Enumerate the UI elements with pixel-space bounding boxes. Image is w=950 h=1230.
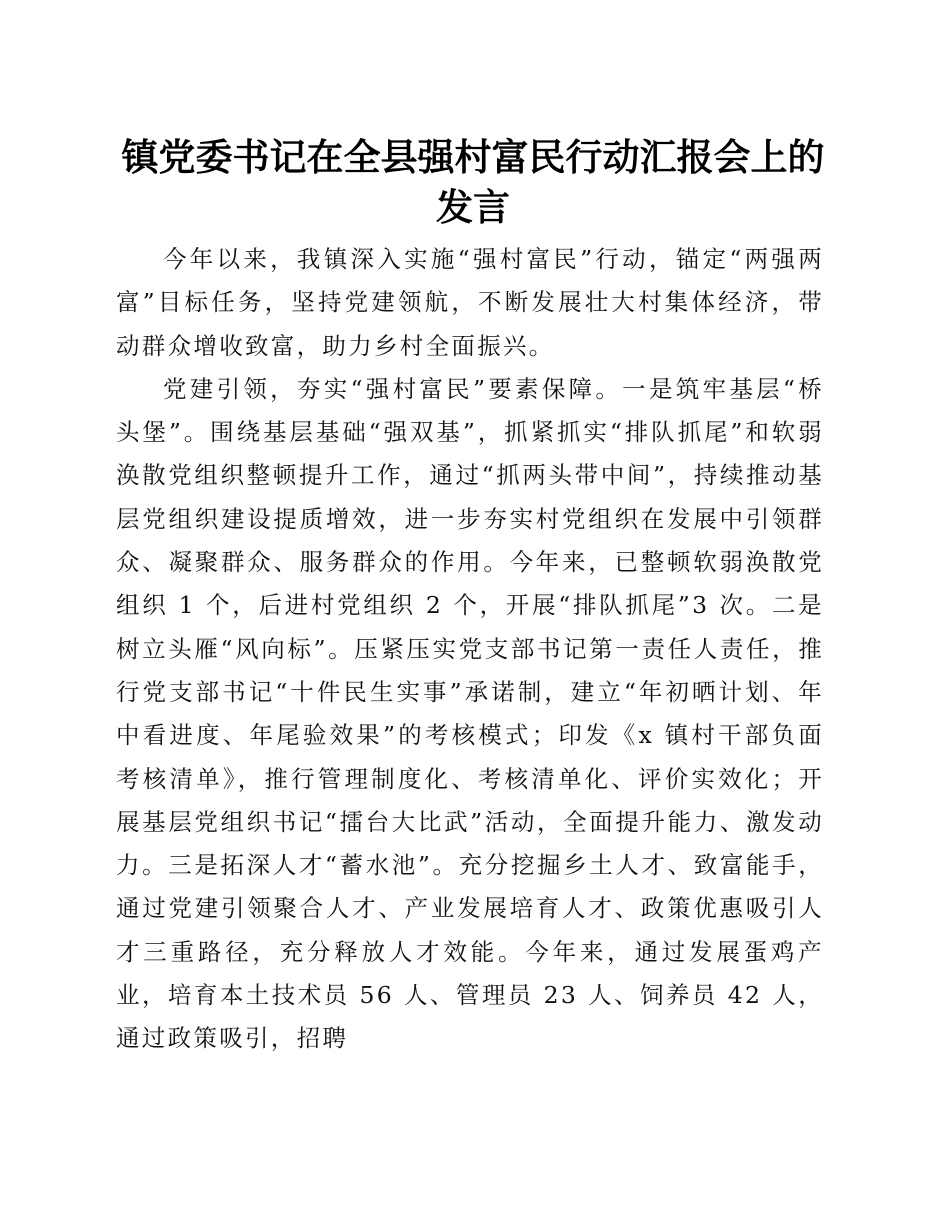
- document-title: 镇党委书记在全县强村富民行动汇报会上的发言: [121, 135, 825, 229]
- paragraph-party-building: 党建引领，夯实“强村富民”要素保障。一是筑牢基层“桥头堡”。围绕基层基础“强双基”，抓紧抓实“排队抓尾”和软弱涣散党组织整顿提升工作，通过“抓两头带中间”，持续推动基层党组织建设提质增效，进一步夯实村党组织在发展中引领群众、凝聚群众、服务群众的作用。今年来，已整顿软弱涣散党组织 1 个，后进村党组织 2 个，开展“排队抓尾”3 次。二是树立头雁“风向标”。压紧压实党支部书记第一责任人责任，推行党支部书记“十件民生实事”承诺制，建立“年初晒计划、年中看进度、年尾验效果”的考核模式；印发《x 镇村干部负面考核清单》，推行管理制度化、考核清单化、评价实效化；开展基层党组织书记“擂台大比武”活动，全面提升能力、激发动力。三是拓深人才“蓄水池”。充分挖掘乡土人才、致富能手，通过党建引领聚合人才、产业发展培育人才、政策优惠吸引人才三重路径，充分释放人才效能。今年来，通过发展蛋鸡产业，培育本土技术员 56 人、管理员 23 人、饲养员 42 人，通过政策吸引，招聘: [116, 374, 824, 1053]
- document-body: [116, 238, 824, 1061]
- paragraph-intro: 今年以来，我镇深入实施“强村富民”行动，锚定“两强两富”目标任务，坚持党建领航，不断发展壮大村集体经济，带动群众增收致富，助力乡村全面振兴。: [116, 245, 824, 360]
